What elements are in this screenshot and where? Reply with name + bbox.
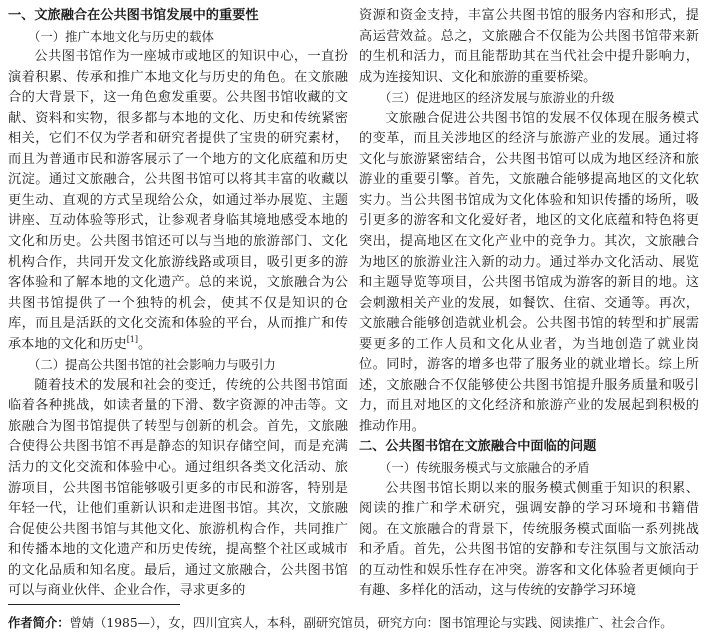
left-column bbox=[8, 6, 348, 602]
paragraph: 公共图书馆长期以来的服务模式侧重于知识的积累、阅读的推广和学术研究，强调安静的学习环境和书籍借阅。在文旅融合的背景下，传统服务模式面临一系列挑战和矛盾。首先，公共图书馆的安静和专注氛围与文旅活动的互动性和娱乐性存在冲突。游客和文化体验者更倾向于有趣、多样化的活动，这与传统的安静学习环境 bbox=[359, 480, 699, 599]
paragraph bbox=[8, 47, 348, 355]
right-column bbox=[359, 6, 699, 602]
subsection-heading: （二）提高公共图书馆的社会影响力与吸引力 bbox=[28, 357, 276, 373]
footnote-divider bbox=[8, 604, 180, 605]
paragraph: 文旅融合促进公共图书馆的发展不仅体现在服务模式的变革，而且关涉地区的经济与旅游产业的发展。通过将文化与旅游紧密结合，公共图书馆可以成为地区经济和旅游业的重要引擎。首先，文旅融合能够提高地区的文化软实力。当公共图书馆成为文化体验和知识传播的场所，吸引更多的游客和文化爱好者，地区的文化底蕴和特色将更突出，提高地区在文化产业中的竞争力。其次，文旅融合为地区的旅游业注入新的动力。通过举办文化活动、展览和主题导览等项目，公共图书馆成为游客的新目的地。这会刺激相关产业的发展，如餐饮、住宿、交通等。再次，文旅融合能够创造就业机会。公共图书馆的转型和扩展需要更多的工作人员和文化从业者，为当地创造了就业岗位。同时，游客的增多也带了服务业的就业增长。综上所述，文旅融合不仅能够使公共图书馆提升服务质量和吸引力，而且对地区的文化经济和旅游产业的发展起到积极的推动作用。 bbox=[359, 110, 699, 434]
author-bio bbox=[8, 614, 707, 632]
paragraph-text: 公共图书馆作为一座城市或地区的知识中心，一直扮演着积累、传承和推广本地文化与历史的角色。在文旅融合的大背景下，这一角色愈发重要。公共图书馆收藏的文献、资料和实物，很多都与本地的文化、历史和传统紧密相关，它们不仅为学者和研究者提供了宝贵的研究素材，而且为普通市民和游客展示了一个地方的文化底蕴和历史沉淀。通过文旅融合，公共图书馆可以将其丰富的收藏以更生动、直观的方式呈现给公众，如通过举办展览、主题讲座、互动体验等形式，让参观者身临其境地感受本地的文化和历史。公共图书馆还可以与当地的旅游部门、文化机构合作，共同开发文化旅游线路或项目，吸引更多的游客体验和了解本地的文化遗产。总的来说，文旅融合为公共图书馆提供了一个独特的机会，使其不仅是知识的仓库，而且是活跃的文化交流和体验的平台，从而推广和传承本地的文化和历史 bbox=[8, 49, 348, 352]
subsection-heading: （一）传统服务模式与文旅融合的矛盾 bbox=[379, 460, 590, 476]
paragraph-end: 。 bbox=[138, 336, 152, 352]
paragraph: 随着技术的发展和社会的变迁，传统的公共图书馆面临着各种挑战，如读者量的下滑、数字资源的冲击等。文旅融合为图书馆提供了转型与创新的机会。首先，文旅融合使得公共图书馆不再是静态的知识存储空间，而是充满活力的文化交流和体验中心。通过组织各类文化活动、旅游项目，公共图书馆能够吸引更多的市民和游客，特别是年轻一代，让他们重新认识和走进图书馆。其次，文旅融合促使公共图书馆与其他文化、旅游机构合作，共同推广和传播本地的文化遗产和历史传统，提高整个社区或城市的文化品质和知名度。最后，通过文旅融合，公共图书馆可以与商业伙伴、企业合作，寻求更多的 bbox=[8, 377, 348, 599]
section-heading: 二、公共图书馆在文旅融合中面临的问题 bbox=[359, 439, 597, 455]
section-heading: 一、文旅融合在公共图书馆发展中的重要性 bbox=[8, 8, 259, 23]
citation-reference: [1] bbox=[126, 334, 139, 344]
paragraph: 资源和资金支持，丰富公共图书馆的服务内容和形式，提高运营效益。总之，文旅融合不仅能为公共图书馆带来新的生机和活力，而且能帮助其在当代社会中提升影响力，成为连接知识、文化和旅游的重要桥梁。 bbox=[359, 8, 699, 85]
author-bio-label: 作者简介： bbox=[8, 616, 70, 630]
subsection-heading: （一）推广本地文化与历史的载体 bbox=[28, 28, 214, 44]
author-bio-text: 曾婧（1985—），女，四川宜宾人，本科，副研究馆员，研究方向：图书馆理论与实践、阅读推广、社会合作。 bbox=[69, 616, 673, 630]
subsection-heading: （三）促进地区的经济发展与旅游业的升级 bbox=[379, 90, 615, 106]
